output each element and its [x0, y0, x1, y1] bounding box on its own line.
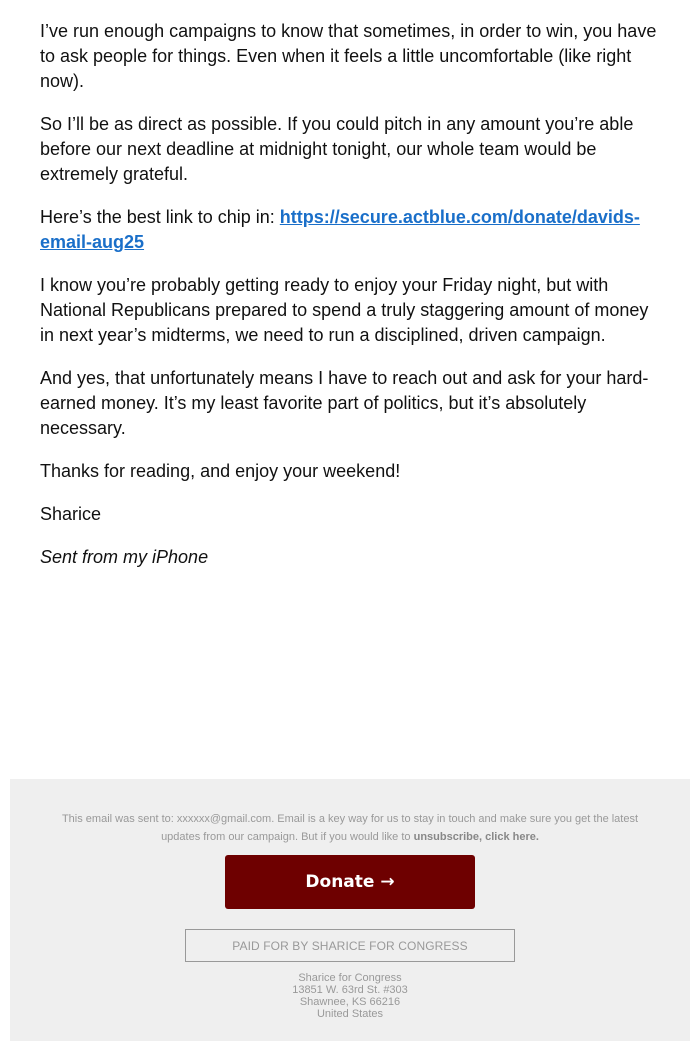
- email-paragraph: And yes, that unfortunately means I have to reach out and ask for your hard-earned money. It’s my least favorite part of politics, but it’s absolutely necessary.: [40, 368, 649, 438]
- unsubscribe-link[interactable]: unsubscribe, click here.: [413, 831, 539, 843]
- footer-note: [55, 810, 645, 846]
- link-prefix: Here’s the best link to chip in:: [40, 207, 280, 227]
- address-line: 13851 W. 63rd St. #303: [292, 984, 408, 996]
- recipient-email: xxxxxx@gmail.com: [176, 813, 272, 825]
- email-body: [40, 19, 662, 588]
- donate-button[interactable]: Donate →: [225, 855, 475, 909]
- email-paragraph: I know you’re probably getting ready to enjoy your Friday night, but with National Republicans prepared to spend a truly staggering amount of money in next year’s midterms, we need to run a disciplined, driven campaign.: [40, 275, 649, 345]
- email-paragraph: I’ve run enough campaigns to know that sometimes, in order to win, you have to ask people for things. Even when it feels a little uncomfortable (like right now).: [40, 21, 657, 91]
- signature: Sharice: [40, 504, 102, 524]
- paid-for-disclaimer: PAID FOR BY SHARICE FOR CONGRESS: [185, 929, 515, 962]
- email-paragraph: Thanks for reading, and enjoy your weekend!: [40, 461, 401, 481]
- email-footer: [10, 779, 690, 1041]
- address-line: Sharice for Congress: [298, 972, 402, 984]
- mailing-address: [250, 972, 450, 1020]
- footer-note-middle: . Email is a key way for us to stay in touch and make sure you get the latest updates from our campaign. But if you would like to: [161, 813, 639, 843]
- address-line: Shawnee, KS 66216: [299, 996, 401, 1008]
- footer-note-prefix: This email was sent to:: [61, 813, 177, 825]
- address-line: United States: [316, 1008, 384, 1020]
- donate-link-paragraph: [40, 205, 662, 255]
- sent-from-line: Sent from my iPhone: [40, 547, 209, 567]
- donate-link[interactable]: https://secure.actblue.com/donate/davids-email-aug25: [40, 207, 640, 252]
- email-paragraph: So I’ll be as direct as possible. If you could pitch in any amount you’re able before our next deadline at midnight tonight, our whole team would be extremely grateful.: [40, 114, 634, 184]
